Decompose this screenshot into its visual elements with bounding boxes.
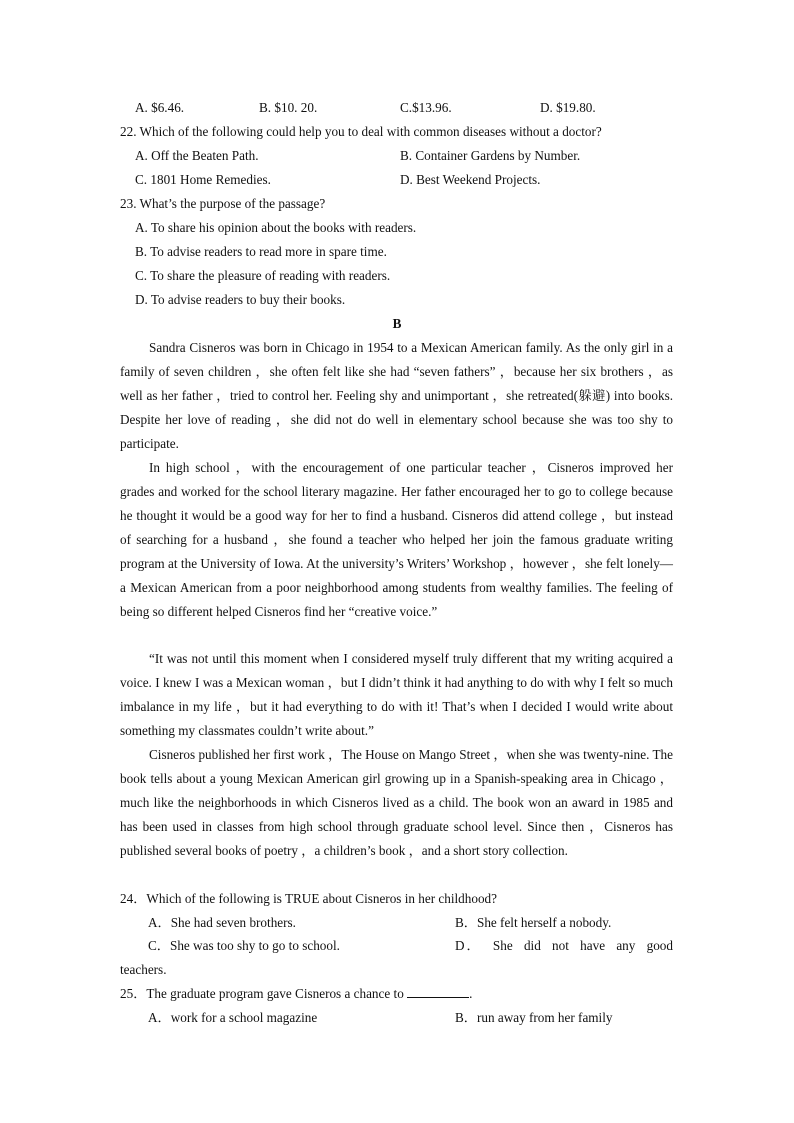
q25-stem-end: .: [469, 986, 473, 1001]
q22-option-d: D. Best Weekend Projects.: [400, 172, 541, 187]
q24-option-b: B．She felt herself a nobody.: [455, 915, 612, 930]
passage-paragraph-3: “It was not until this moment when I considered myself truly different that my writing acquired a voice. I knew I was a Mexican woman ，but I didn’t think it had anything to do with why I felt so much imbalance in my life ，but it had everything to do with it! That’s when I decided I would write about something my classmates couldn’t write about.”: [120, 651, 673, 738]
section-heading: B: [392, 316, 402, 331]
q24-option-d: D． She did not have any good: [455, 938, 673, 953]
q24-stem: 24．Which of the following is TRUE about Cisneros in her childhood?: [120, 891, 498, 906]
answer-blank: [407, 985, 469, 998]
q21-option-c: C.$13.96.: [400, 100, 452, 115]
q24-option-c: C．She was too shy to go to school.: [148, 938, 340, 953]
q25-option-b: B．run away from her family: [455, 1010, 613, 1025]
q21-option-d: D. $19.80.: [540, 100, 596, 115]
q22-option-a: A. Off the Beaten Path.: [135, 148, 259, 163]
q24-option-a: A．She had seven brothers.: [148, 915, 296, 930]
q25-option-a: A．work for a school magazine: [148, 1010, 318, 1025]
q22-stem: 22. Which of the following could help you to deal with common diseases without a doctor?: [120, 124, 602, 139]
q25-stem-text: 25．The graduate program gave Cisneros a chance to: [120, 986, 404, 1001]
q25-stem: [120, 982, 472, 1006]
q22-option-c: C. 1801 Home Remedies.: [135, 172, 271, 187]
q23-option-c: C. To share the pleasure of reading with readers.: [135, 268, 391, 283]
passage-paragraph-1: Sandra Cisneros was born in Chicago in 1954 to a Mexican American family. As the only girl in a family of seven children ，she often felt like she had “seven fathers” ，because her six brothers ，as well as her father ，tried to control her. Feeling shy and unimportant ，she retreated(躲避) into books. Despite her love of reading ，she did not do well in elementary school because she was too shy to participate.: [120, 340, 673, 451]
q22-option-b: B. Container Gardens by Number.: [400, 148, 581, 163]
q23-option-a: A. To share his opinion about the books with readers.: [135, 220, 417, 235]
q21-option-b: B. $10. 20.: [259, 100, 318, 115]
q24-option-d-continuation: teachers.: [120, 962, 167, 977]
q21-option-a: A. $6.46.: [135, 100, 185, 115]
q23-option-b: B. To advise readers to read more in spare time.: [135, 244, 387, 259]
passage-paragraph-4: Cisneros published her first work ，The House on Mango Street ，when she was twenty-nine. The book tells about a young Mexican American girl growing up in a Spanish-speaking area in Chicago ，much like the neighborhoods in which Cisneros lived as a child. The book won an award in 1985 and has been used in classes from high school through graduate school level. Since then ，Cisneros has published several books of poetry ，a children’s book ，and a short story collection.: [120, 747, 673, 858]
passage-paragraph-2: In high school ，with the encouragement of one particular teacher ，Cisneros improved her grades and worked for the school literary magazine. Her father encouraged her to go to college because he thought it would be a good way for her to find a husband. Cisneros did attend college ，but instead of searching for a husband ，she found a teacher who helped her join the famous graduate writing program at the University of Iowa. At the university’s Writers’ Workshop ，however ，she felt lonely—a Mexican American from a poor neighborhood among students from wealthy families. The feeling of being so different helped Cisneros find her “creative voice.”: [120, 460, 673, 619]
q23-option-d: D. To advise readers to buy their books.: [135, 292, 346, 307]
q23-stem: 23. What’s the purpose of the passage?: [120, 196, 326, 211]
